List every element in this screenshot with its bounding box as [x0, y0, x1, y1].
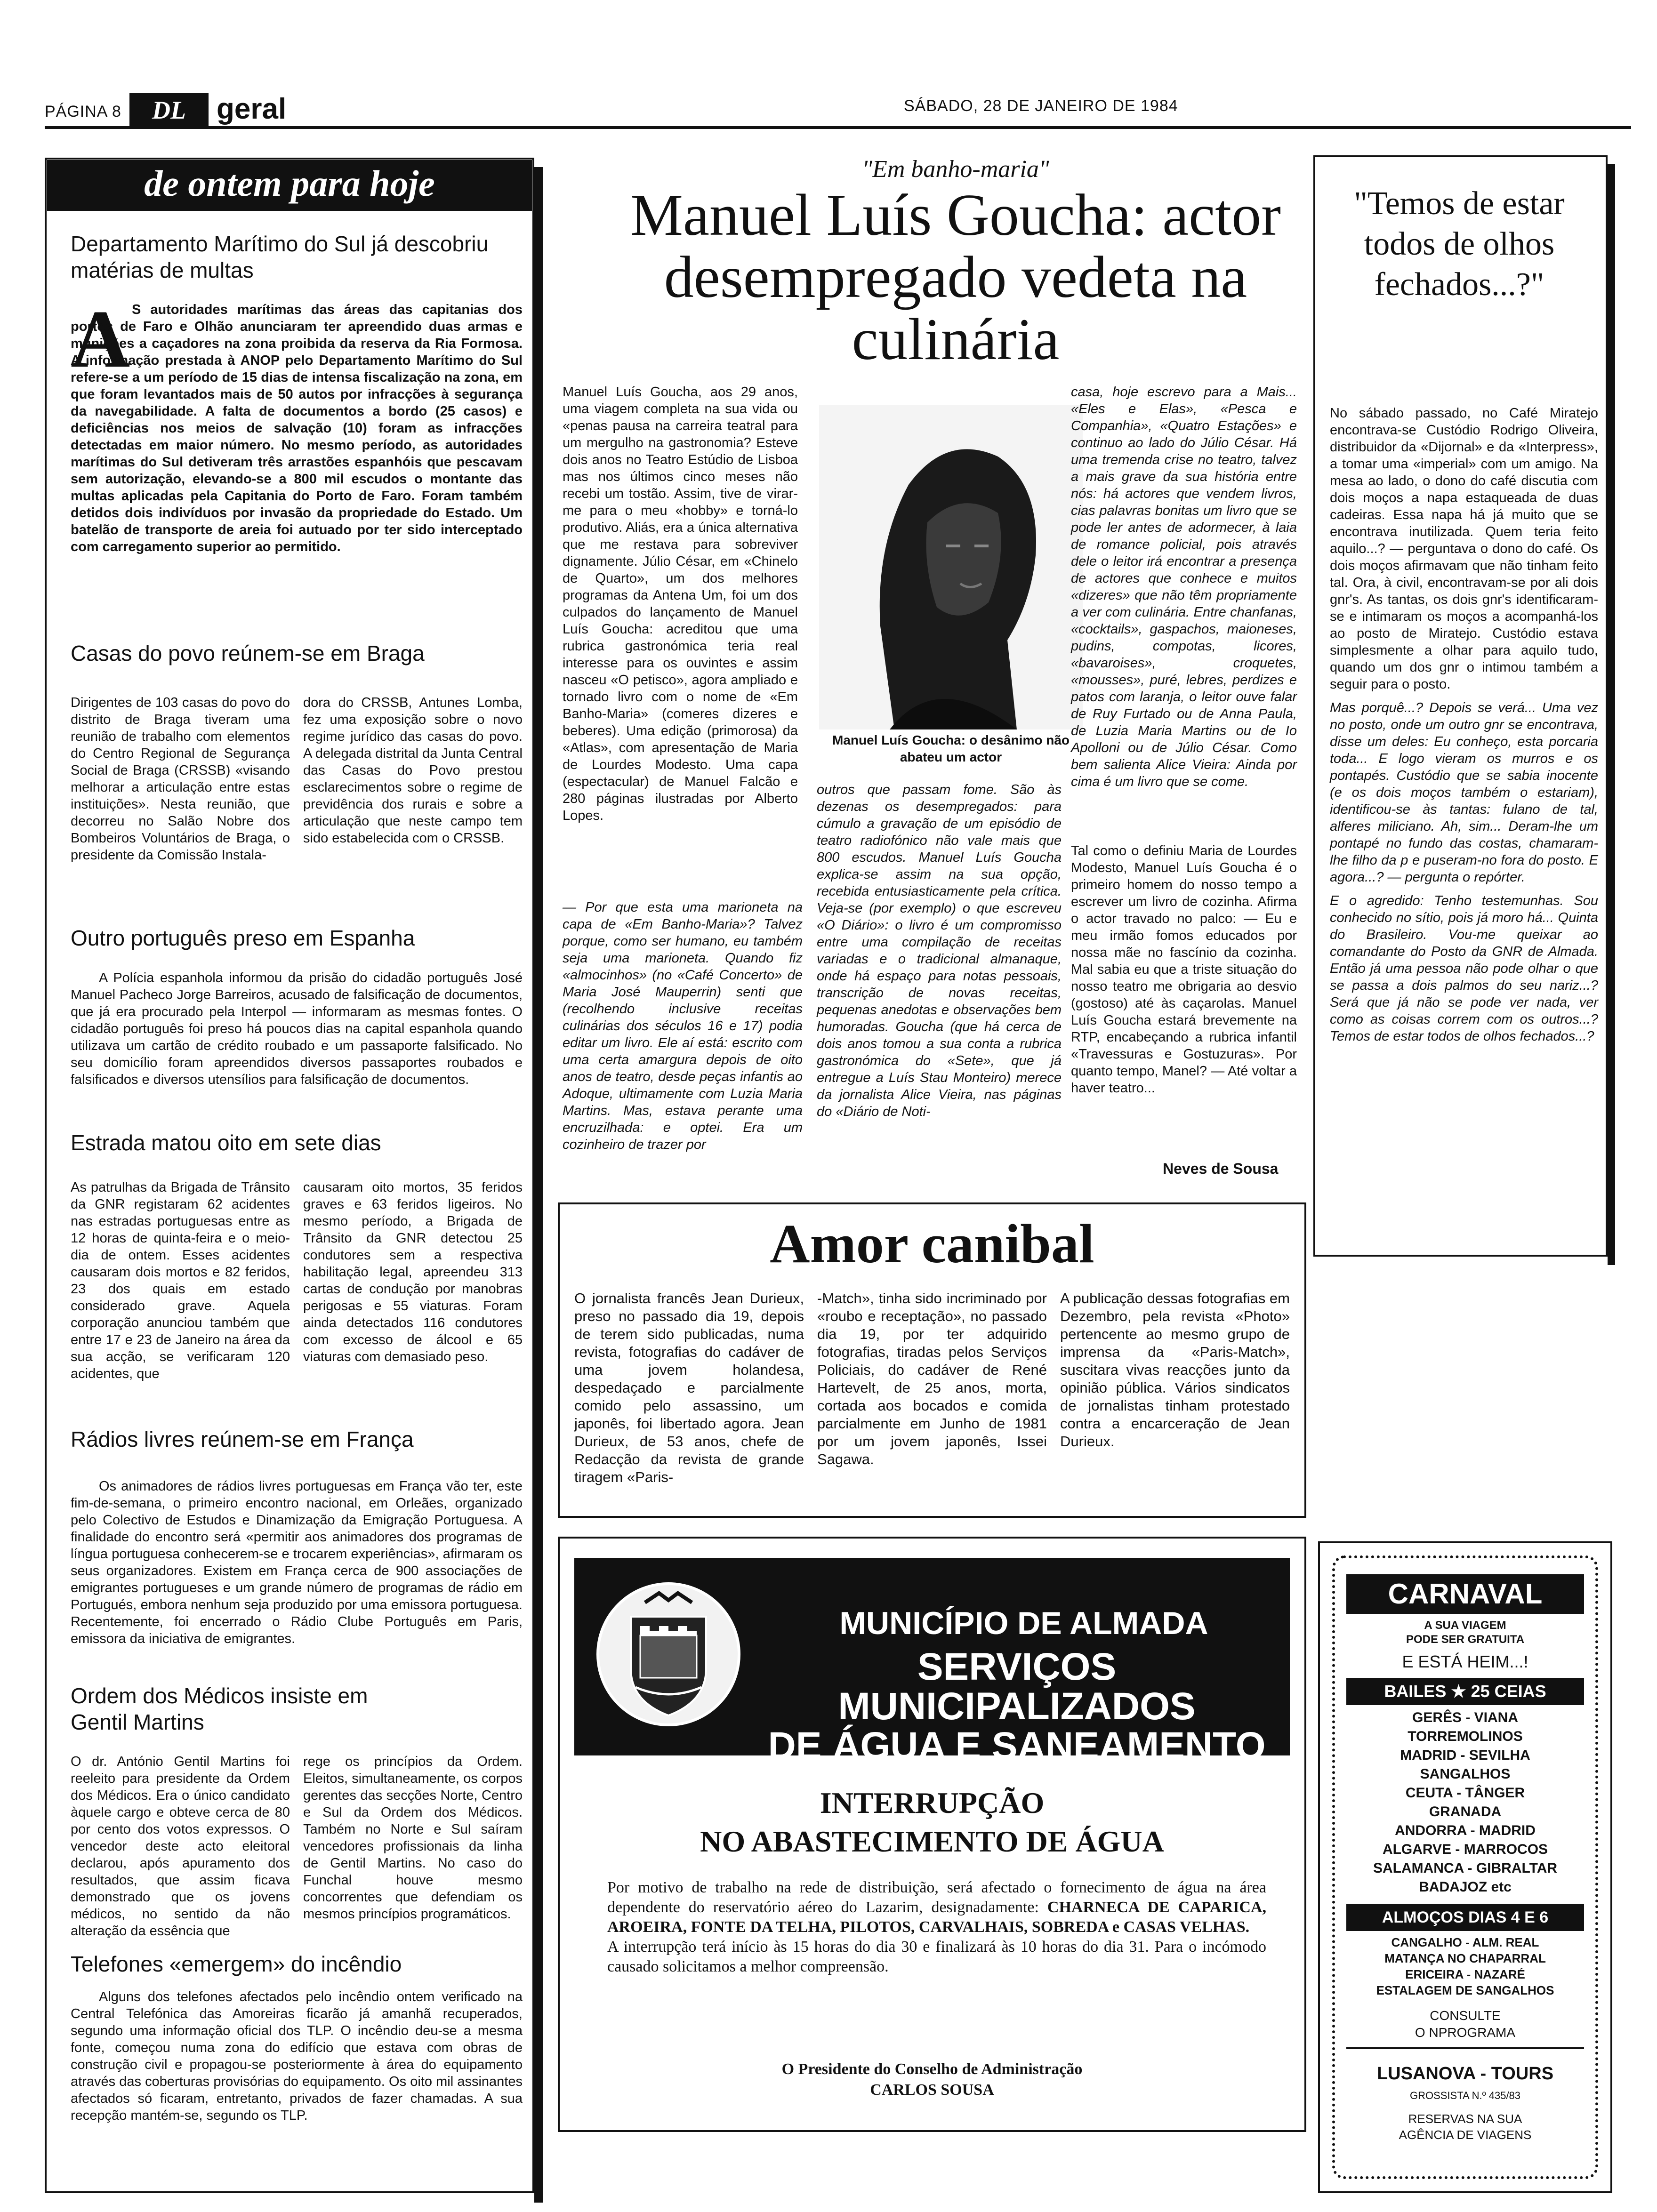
issue-date: SÁBADO, 28 DE JANEIRO DE 1984 [904, 97, 1178, 115]
feature-headline: Manuel Luís Goucha: actor desempregado vedeta na culinária [630, 183, 1281, 372]
almada-ad-subtitle-line: SERVIÇOS MUNICIPALIZADOS [838, 1645, 1196, 1728]
sidebar-shadow [1608, 164, 1615, 1265]
destination-item: GRANADA [1429, 1804, 1502, 1819]
carnaval-tagline: E ESTÁ HEIM...! [1402, 1652, 1528, 1671]
destination-item: CEUTA - TÂNGER [1405, 1785, 1525, 1801]
portrait-illustration [819, 405, 1083, 729]
article-headline: Telefones «emergem» do incêndio [71, 1952, 402, 1976]
consult-line: CONSULTE [1430, 2008, 1501, 2023]
article-body-column: As patrulhas da Brigada de Trânsito da GNR registaram 62 acidentes nas estradas portuguesas entre as 12 horas de quinta-feira e o meio-dia de ontem. Esses acidentes causaram dois mortos e 82 feridos, 23 dos quais em estado considerado grave. Aquela corporação anunciou também que entre 17 e 23 de Janeiro na área da sua acção, se verificaram 120 acidentes, que [71, 1180, 290, 1381]
photo-caption: Manuel Luís Goucha: o desânimo não abateu um actor [832, 733, 1070, 764]
feature-body-column: outros que passam fome. São às dezenas os desempregados: para cúmulo a gravação de um episódio de teatro radiofónico não vale mais que 800 escudos. Manuel Luís Goucha explica-se assim na sua opção, recebida entusiasticamente pela crítica. Veja-se (por exemplo) o que escreveu «O Diário»: o livro é um compromisso entre uma compilação de receitas variadas e o tradicional almanaque, onde há espaço para notas pessoais, transcrição de novas receitas, pequenas anedotas e observações bem humoradas. Goucha (que há cerca de dois anos tomou a sua conta a rubrica gastronómica do «Sete», que já entregue a Luís Stau Monteiro) merece da jornalista Alice Vieira, nas páginas do «Diário de Noti- [817, 782, 1062, 1119]
almada-notice-schedule: A interrupção terá início às 15 horas do dia 30 e finalizará às 10 horas do dia 31. Para o incómodo causado solicitamos a melhor compreensão. [607, 1938, 1266, 1975]
lunch-item: MATANÇA NO CHAPARRAL [1384, 1951, 1546, 1965]
carnaval-consult [1342, 2007, 1589, 2041]
article-body: A Polícia espanhola informou da prisão do cidadão português José Manuel Pacheco Jorge Barreiros, acusado de falsificação de documentos, que já era procurado pela Interpol — informaram as mesmas fontes. O cidadão português foi preso há poucos dias na capital espanhola quando utilizava um cartão de crédito roubado e um passaporte falsificado. No seu domicílio foram apreendidos diversos passaportes roubados e falsificados e diversos utensílios para falsificação de documentos. [71, 970, 523, 1087]
carnaval-bailes-band: BAILES ★ 25 CEIAS [1346, 1678, 1584, 1705]
carnaval-lunch-places [1342, 1934, 1589, 1998]
destination-item: ALGARVE - MARROCOS [1382, 1842, 1548, 1857]
amor-canibal-headline: Amor canibal [770, 1213, 1094, 1274]
carnaval-subtitle: PODE SER GRATUITA [1406, 1633, 1525, 1646]
consult-line: O NPROGRAMA [1415, 2025, 1516, 2040]
sidebar-quote-headline: "Temos de estar todos de olhos fechados...?" [1354, 185, 1565, 303]
sidebar-body [1330, 405, 1598, 1045]
article-body-column: Dirigentes de 103 casas do povo do distrito de Braga tiveram uma reunião de trabalho com elementos do Centro Regional de Segurança Social de Braga (CRSSB) «visando melhorar a articulação entre estas instituições». Nesta reunião, que decorreu no Salão Nobre dos Bombeiros Voluntários de Braga, o presidente da Comissão Instala- [71, 695, 290, 863]
agency-reservations [1342, 2111, 1589, 2143]
destination-item: TORREMOLINOS [1408, 1729, 1523, 1744]
article-body-column: O dr. António Gentil Martins foi reeleito para presidente da Ordem dos Médicos. Era o único candidato àquele cargo e obteve cerca de 80 por cento dos votos expressos. O vencedor deste acto eleitoral declarou, após apuramento dos resultados, que assim ficava demonstrado que os jovens médicos, no sentido da não alteração da essência que [71, 1754, 290, 1939]
article-lead: S autoridades marítimas das áreas das capitanias dos portos de Faro e Olhão anunciaram ter apreendido duas armas e munições a caçadores na zona proibida da reserva da Ria Formosa. A informação prestada à ANOP pelo Departamento Marítimo do Sul refere-se a um período de 15 dias de intensa fiscalização na zona, em que foram levantados mais de 50 autos por infracções à segurança da navegabilidade. A falta de documentos a bordo (25 casos) e deficiências nos meios de salvação (10) foram as infracções detectadas em maior número. No mesmo período, as autoridades marítimas do Sul detiveram três arrastões espanhóis que pescavam sem autorização, elevando-se a 800 mil escudos o montante das multas aplicadas pela Capitania do Porto de Faro. Foram também detidos dois indivíduos por invasão da propriedade do Estado. Um batelão de transporte de areia foi autuado por ter sido interceptado com carregamento superior ao permitido. [71, 302, 523, 554]
article-body: Os animadores de rádios livres portuguesas em França vão ter, este fim-de-semana, o primeiro encontro nacional, em Orleães, organizado pelo Colectivo de Estudos e Dinamização da Emigração Portuguesa. A finalidade do encontro será «permitir aos animadores dos programas de língua portuguesa conhecerem-se e trocarem experiências», afirmaram os seus organizadores. Existem em França cerca de 900 associações de emigrantes portugueses e um grande número de programas de rádio em Portugués, embora nenhum seja produzido por uma emissora portuguesa. Recentemente, foi encerrado o Rádio Clube Português em Paris, emissora da iniciativa de emigrantes. [71, 1479, 523, 1646]
almada-notice-intro: Por motivo de trabalho na rede de distribuição, será afectado o fornecimento de água na área dependente do reservatório aéreo do Lazarim, designadamente: [607, 1879, 1266, 1916]
reservation-line: AGÊNCIA DE VIAGENS [1399, 2128, 1532, 2142]
article-body [71, 1753, 523, 1940]
sidebar-paragraph: No sábado passado, no Café Miratejo encontrava-se Custódio Rodrigo Oliveira, distribuidor da «Dijornal» e da «Interpress», a tomar uma «imperial» com um amigo. Na mesa ao lado, o dono do café discutia com dois moços a napa estaqueada de duas cadeiras. Essa napa há já muito que se encontrava inutilizada. Quem teria feito aquilo...? — perguntava o dono do café. Os dois moços afirmavam que não tinham feito tal. Ora, à civil, encontravam-se por ali dois gnr's. As tantas, os dois gnr's identificaram-se e intimaram os moços a acompanhá-los ao posto de Miratejo. Custódio estava simplesmente a olhar para aquilo tudo, quando um dos gnr o intimou também a seguir para o posto. [1330, 406, 1598, 692]
carnaval-almocos-band: ALMOÇOS DIAS 4 E 6 [1346, 1904, 1584, 1931]
destination-item: MADRID - SEVILHA [1400, 1747, 1530, 1763]
feature-body-column: casa, hoje escrevo para a Mais... «Eles e Elas», «Pesca e Companhia», «Quatro Estações» e continuo ao lado do Júlio César. Há uma tremenda crise no teatro, talvez a mais grave da sua história entre nós: há actores que vendem livros, cias palavras bonitas um livro que se pode ler antes de adormecer, à laia de romance policial, pois através dele o leitor irá encontrar a presença de actores que conhece e muitos «dizeres» que não têm propriamente a ver com culinária. Entre chanfanas, «cocktails», gaspachos, maioneses, pudins, compotas, licores, «bavaroises», croquetes, «mousses», puré, lebres, perdizes e patos com laranja, o leitor ouve falar de Ruy Furtado ou de Anna Paula, de Luzia Maria Martins ou de Io Apolloni ou de Júlio César. Como bem salienta Alice Vieira: Ainda por cima é um livro que se come. [1071, 385, 1297, 789]
almada-notice-line: INTERRUPÇÃO [820, 1786, 1045, 1819]
newspaper-logo: DL [129, 93, 209, 127]
article-body-column: dora do CRSSB, Antunes Lomba, fez uma exposição sobre o novo regime jurídico das casas do povo. A delegada distrital da Junta Central das Casas do Povo prestou esclarecimentos sobre o regime de previdência dos rurais e sobre a articulação que neste campo tem sido estabelecida com o CRSSB. [303, 695, 523, 846]
agency-license: GROSSISTA N.º 435/83 [1409, 2090, 1521, 2101]
almada-affected-areas: CHARNECA DE CAPARICA, AROEIRA, FONTE DA TELHA, PILOTOS, CARVALHAIS, SOBREDA e CASAS VELHAS. [607, 1899, 1266, 1936]
amor-canibal-body [574, 1290, 1290, 1486]
left-column-shadow [534, 167, 543, 2203]
almada-ad-title: MUNICÍPIO DE ALMADA [839, 1605, 1208, 1641]
almada-ad-subtitle-line: DE ÁGUA E SANEAMENTO [768, 1724, 1266, 1767]
article-headline: Ordem dos Médicos insiste em Gentil Martins [71, 1683, 368, 1734]
sidebar-paragraph: Mas porquê...? Depois se verá... Uma vez no posto, onde um outro gnr se encontrava, disse um deles: Eu conheço, esta porcaria toda... E logo vieram os murros e os pontapés. Custódio que se sabia inocente (e os dois moços também o estariam), identificou-se às tantas: fulano de tal, alferes miliciano. Ah, sim... Deram-lhe um pontapé no fundo das costas, chamaram-lhe filho da p e puseram-no fora do posto. E agora...? — pergunta o repórter. [1330, 700, 1598, 885]
article-body: Alguns dos telefones afectados pelo incêndio ontem verificado na Central Telefónica das Amoreiras ficarão já amanhã recuperados, segundo uma informação oficial dos TLP. O incêndio deu-se a mesma fonte, começou numa zona do edifício que estava com obras de construção civil e propagou-se posteriormente à área do equipamento através das coberturas provisórias do equipamento. Os oito mil assinantes afectados só ficaram, entretanto, privados de fazer chamadas. A sua recepção mantém-se, segundo os TLP. [71, 1989, 523, 2123]
almada-notice-body [607, 1878, 1266, 1977]
column-header-title: de ontem para hoje [144, 163, 435, 204]
byline: Neves de Sousa [1163, 1160, 1279, 1177]
carnaval-destinations [1342, 1708, 1589, 1897]
lunch-item: CANGALHO - ALM. REAL [1391, 1935, 1539, 1949]
almada-crest-icon [588, 1574, 748, 1734]
page-number: PÁGINA 8 [45, 103, 121, 120]
carnaval-title: CARNAVAL [1346, 1574, 1584, 1614]
masthead-rule [45, 126, 1631, 129]
agency-name: LUSANOVA - TOURS [1376, 2064, 1554, 2084]
article-headline: Estrada matou oito em sete dias [71, 1130, 381, 1155]
carnaval-divider [1346, 2047, 1584, 2049]
article-headline: Outro português preso em Espanha [71, 926, 415, 950]
feature-body-column: Manuel Luís Goucha, aos 29 anos, uma viagem completa na sua vida ou «penas pausa na carreira teatral para um mergulho na gastronomia? Esteve dois anos no Teatro Estúdio de Lisboa mas nos últimos cinco meses não recebi um tostão. Assim, tive de virar-me para o meu «hobby» e torná-lo produtivo. Aliás, era a única alternativa que me restava para sobreviver dignamente. Júlio César, em «Chinelo de Quarto», um dos melhores programas da Antena Um, foi um dos culpados do lançamento de Manuel Luís Goucha: acreditou que uma rubrica gastronómica teria real interesse para os ouvintes e assim nasceu «O petisco», agora ampliado e tornado livro com o nome de «Em Banho-Maria» (comeres dizeres e beberes). Uma edição (primorosa) da «Atlas», com apresentação de Maria de Lourdes Modesto. Uma capa (espectacular) de Manuel Falcão e 280 páginas ilustradas por Alberto Lopes. [563, 385, 798, 823]
lunch-item: ESTALAGEM DE SANGALHOS [1376, 1983, 1554, 1997]
feature-body-column: Tal como o definiu Maria de Lourdes Modesto, Manuel Luís Goucha é o primeiro homem do nosso tempo a escrever um livro de cozinha. Afirma o actor travado no palco: — Eu e meu irmão fomos educados por nossa mãe no fascínio da cozinha. Mal sabia eu que a triste situação do nosso teatro me obrigaria ao desvio (gostoso) até às caçarolas. Manuel Luís Goucha estará brevemente na RTP, encabeçando a rubrica infantil «Travessuras e Gostuzuras». Por quanto tempo, Manel? — Até voltar a haver teatro... [1071, 843, 1297, 1096]
almada-signature-name: CARLOS SOUSA [870, 2081, 994, 2099]
destination-item: ANDORRA - MADRID [1395, 1823, 1536, 1838]
article-body [71, 1179, 523, 1382]
amor-canibal-column: A publicação dessas fotografias em Dezembro, pela revista «Photo» pertencente ao mesmo grupo de imprensa da «Paris-Match», suscitara vivas reacções junto da opinião pública. Vários sindicatos de jornalistas tinham protestado contra a encarceração de Jean Durieux. [1060, 1290, 1290, 1450]
sidebar-paragraph: E o agredido: Tenho testemunhas. Sou conhecido no sítio, pois já moro há... Quinta do Brasileiro. Vou-me queixar ao comandante do Posto da GNR de Almada. Então já uma pessoa não pode olhar o que se passa a dois palmos do seu nariz...? Será que já não se pode ver nada, ver como as coisas correm com os outros...? Temos de estar todos de olhos fechados...? [1330, 893, 1598, 1044]
carnaval-subtitle: A SUA VIAGEM [1424, 1619, 1506, 1632]
article-body [71, 694, 523, 864]
reservation-line: RESERVAS NA SUA [1408, 2112, 1522, 2126]
article-kicker: "Em banho-maria" [862, 156, 1049, 183]
almada-notice-line: NO ABASTECIMENTO DE ÁGUA [700, 1825, 1164, 1858]
article-headline: Departamento Marítimo do Sul já descobriu matérias de multas [71, 232, 489, 282]
feature-body-column: — Por que esta uma marioneta na capa de «Em Banho-Maria»? Talvez porque, como ser humano, eu também seja uma marioneta. Quando fiz «almocinhos» (no «Café Concerto» de Maria José Mauperrin) senti que (recolhendo inclusive receitas culinárias dos séculos 16 e 17) podia editar um livro. Ele aí está: escrito com uma certa amargura depois de oito anos de teatro, desde peças infantis ao Adoque, ultimamente com Luzia Maria Martins. Mas, estava perante uma encruzilhada: e optei. Era um cozinheiro de trazer por [563, 900, 803, 1152]
almada-ad-subtitle [753, 1647, 1280, 1766]
almada-signature [574, 2059, 1290, 2100]
article-headline: Rádios livres reúnem-se em França [71, 1427, 414, 1451]
portrait-photo [819, 405, 1083, 729]
article-headline: Casas do povo reúnem-se em Braga [71, 641, 425, 665]
section-name: geral [217, 93, 287, 125]
drop-cap: A [71, 293, 130, 385]
article-body-column: rege os princípios da Ordem. Eleitos, simultaneamente, os corpos gerentes das secções Norte, Centro e Sul da Ordem dos Médicos. Também no Norte e Sul saíram vencedores profissionais da linha de Gentil Martins. No caso do Funchal houve mesmo concorrentes que defendiam os mesmos princípios programáticos. [303, 1754, 523, 1922]
almada-signature-title: O Presidente do Conselho de Administração [781, 2060, 1083, 2078]
destination-item: SANGALHOS [1420, 1766, 1511, 1782]
article-body-column: causaram oito mortos, 35 feridos graves e 63 feridos ligeiros. No mesmo período, a Brigada de Trânsito da GNR detectou 25 condutores sem a respectiva habilitação legal, apreendeu 313 cartas de condução por manobras perigosas e 55 viaturas. Foram ainda detectados 116 condutores com excesso de álcool e 65 viaturas com demasiado peso. [303, 1180, 523, 1364]
amor-canibal-column: -Match», tinha sido incriminado por «roubo e receptação», no passado dia 19, por ter adquirido fotografias, tiradas pelos Serviços Policiais, do cadáver de René Hartevelt, de 25 anos, morta, cortada aos bocados e comida parcialmente em Junho de 1981 por um jovem japonês, Issei Sagawa. [817, 1290, 1047, 1467]
amor-canibal-column: O jornalista francês Jean Durieux, preso no passado dia 19, depois de terem sido publicadas, numa revista, fotografias do cadáver de uma jovem holandesa, despedaçado e parcialmente comido pelo assassino, um japonês, foi libertado agora. Jean Durieux, de 53 anos, chefe de Redacção da revista de grande tiragem «Paris- [574, 1290, 804, 1485]
almada-notice-title [574, 1784, 1290, 1861]
destination-item: GERÊS - VIANA [1412, 1710, 1519, 1725]
destination-item: BADAJOZ etc [1419, 1879, 1512, 1895]
destination-item: SALAMANCA - GIBRALTAR [1373, 1860, 1558, 1876]
lunch-item: ERICEIRA - NAZARÉ [1405, 1967, 1525, 1981]
